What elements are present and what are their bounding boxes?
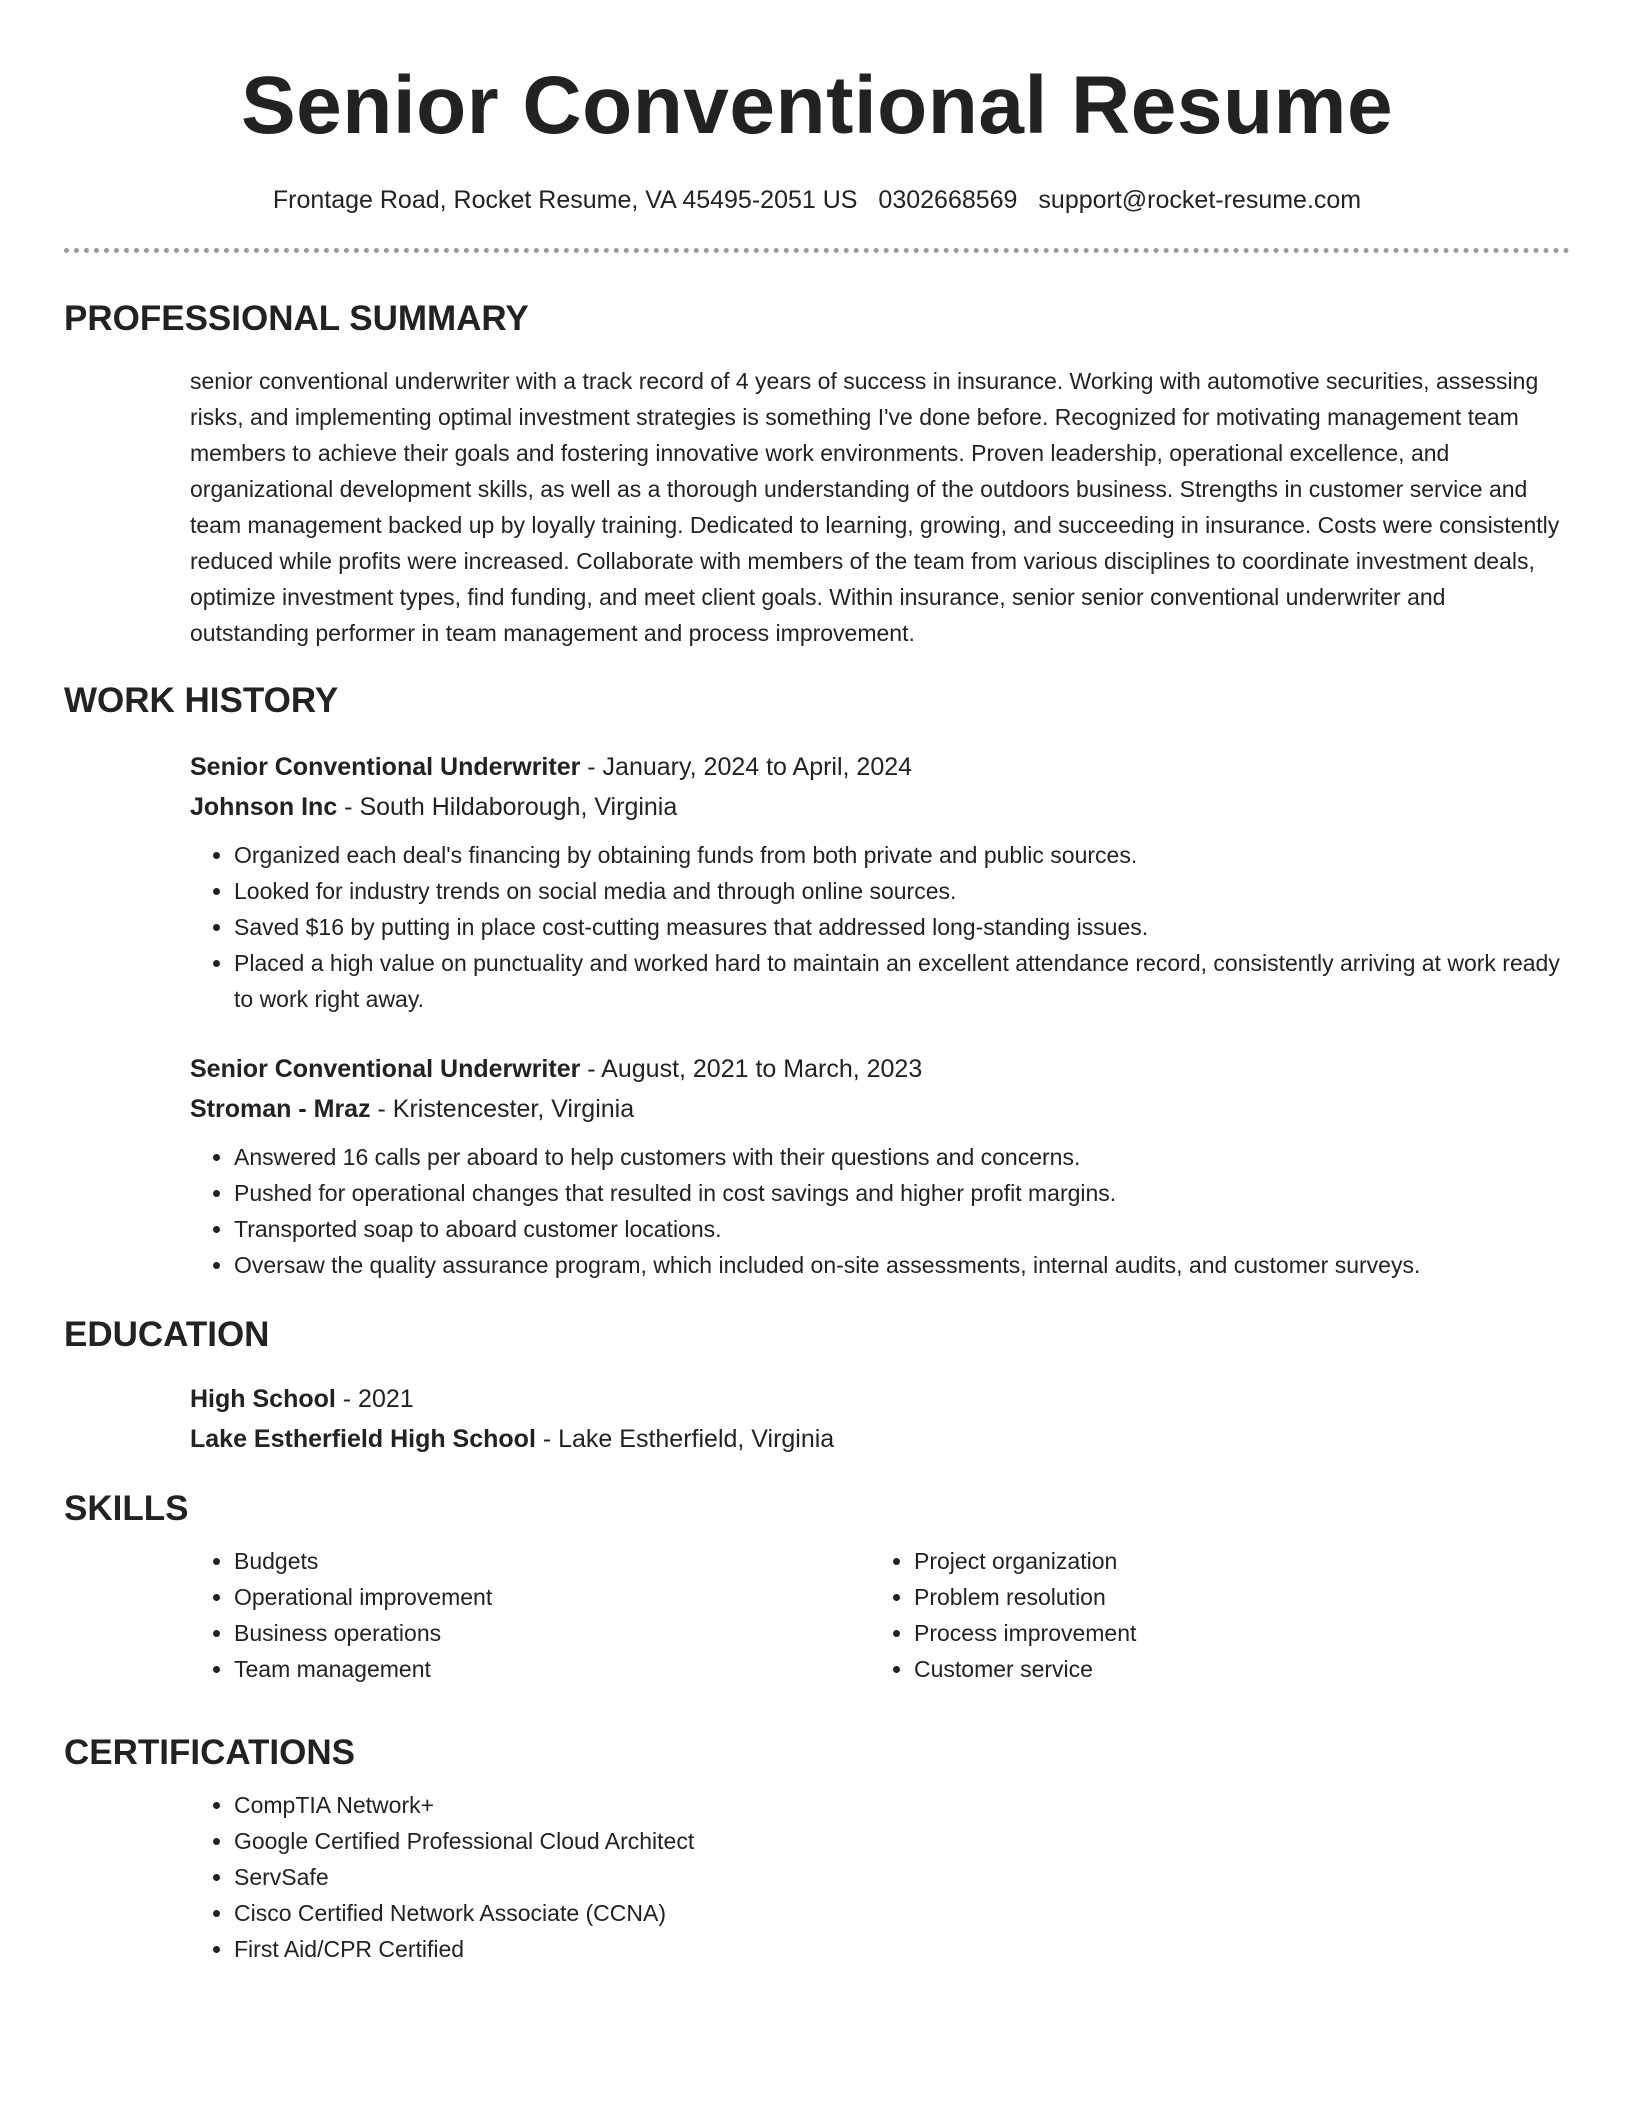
- work-history-heading: WORK HISTORY: [64, 681, 339, 720]
- skills-heading: SKILLS: [64, 1489, 189, 1528]
- list-item: • Process improvement: [914, 1615, 1550, 1651]
- certifications-heading: CERTIFICATIONS: [64, 1733, 356, 1772]
- contact-address: Frontage Road, Rocket Resume, VA 45495-2051 US: [272, 186, 858, 214]
- education-location: - Lake Estherfield, Virginia: [535, 1425, 835, 1453]
- job-company-line: [190, 1089, 1570, 1129]
- list-item: • Saved $16 by putting in place cost-cutting measures that addressed long-standing issues.: [234, 909, 1574, 945]
- list-item: • Oversaw the quality assurance program, which included on-site assessments, internal audits, and customer surveys.: [234, 1247, 1574, 1283]
- list-item: • ServSafe: [234, 1859, 1574, 1895]
- list-item: • Business operations: [234, 1615, 870, 1651]
- list-item: • Project organization: [914, 1543, 1550, 1579]
- job-company: Johnson Inc: [190, 793, 338, 821]
- resume-page: [64, 0, 1570, 1967]
- job-location: - South Hildaborough, Virginia: [337, 793, 678, 821]
- education-entry: [190, 1379, 1570, 1459]
- certifications-list: [190, 1787, 1574, 1967]
- list-item: • Pushed for operational changes that resulted in cost savings and higher profit margins.: [234, 1175, 1574, 1211]
- skills-column-left: [190, 1543, 870, 1687]
- contact-phone: 0302668569: [878, 186, 1018, 214]
- job-entry: [190, 1049, 1570, 1283]
- contact-line: [64, 184, 1570, 216]
- job-title-line: [190, 747, 1570, 787]
- skills-column-right: [870, 1543, 1550, 1687]
- job-role: Senior Conventional Underwriter: [190, 1055, 581, 1083]
- certifications-entry: [190, 1787, 1570, 1967]
- list-item: • Organized each deal's financing by obtaining funds from both private and public sources.: [234, 837, 1574, 873]
- job-dates: - January, 2024 to April, 2024: [580, 753, 913, 781]
- job-location: - Kristencester, Virginia: [370, 1095, 635, 1123]
- education-school-line: [190, 1419, 1570, 1459]
- list-item: • CompTIA Network+: [234, 1787, 1574, 1823]
- list-item: • Placed a high value on punctuality and worked hard to maintain an excellent attendance record, consistently arriving at work ready to work right away.: [234, 945, 1574, 1017]
- list-item: • Google Certified Professional Cloud Architect: [234, 1823, 1574, 1859]
- job-company: Stroman - Mraz: [190, 1095, 371, 1123]
- summary-text: senior conventional underwriter with a track record of 4 years of success in insurance. Working with automotive securities, assessing risks, and implementing optimal investment strategies is something I've done before. Recognized for motivating management team members to achieve their goals and fostering innovative work environments. Proven leadership, operational excellence, and organizational development skills, as well as a thorough understanding of the outdoors business. Strengths in customer service and team management backed up by loyally training. Dedicated to learning, growing, and succeeding in insurance. Costs were consistently reduced while profits were increased. Collaborate with members of the team from various disciplines to coordinate investment deals, optimize investment types, find funding, and meet client goals. Within insurance, senior senior conventional underwriter and outstanding performer in team management and process improvement.: [190, 368, 1560, 646]
- job-bullets: [190, 1139, 1574, 1283]
- job-title-line: [190, 1049, 1570, 1089]
- list-item: • Operational improvement: [234, 1579, 870, 1615]
- job-entry: [190, 747, 1570, 1017]
- list-item: • Budgets: [234, 1543, 870, 1579]
- list-item: • Problem resolution: [914, 1579, 1550, 1615]
- list-item: • Transported soap to aboard customer locations.: [234, 1211, 1574, 1247]
- education-school: Lake Estherfield High School: [190, 1425, 536, 1453]
- skills-grid: [190, 1543, 1570, 1687]
- list-item: • Team management: [234, 1651, 870, 1687]
- contact-email: support@rocket-resume.com: [1038, 186, 1362, 214]
- list-item: • Customer service: [914, 1651, 1550, 1687]
- job-dates: - August, 2021 to March, 2023: [580, 1055, 923, 1083]
- list-item: • Answered 16 calls per aboard to help customers with their questions and concerns.: [234, 1139, 1574, 1175]
- resume-name: Senior Conventional Resume: [240, 60, 1394, 151]
- education-heading: EDUCATION: [64, 1315, 270, 1354]
- list-item: • First Aid/CPR Certified: [234, 1931, 1574, 1967]
- summary-heading: PROFESSIONAL SUMMARY: [64, 299, 529, 338]
- list-item: • Looked for industry trends on social media and through online sources.: [234, 873, 1574, 909]
- job-bullets: [190, 837, 1574, 1017]
- job-company-line: [190, 787, 1570, 827]
- header-divider: [64, 248, 1570, 253]
- job-role: Senior Conventional Underwriter: [190, 753, 581, 781]
- education-degree: High School: [190, 1385, 336, 1413]
- education-degree-line: [190, 1379, 1570, 1419]
- education-year: - 2021: [335, 1385, 414, 1413]
- list-item: • Cisco Certified Network Associate (CCNA): [234, 1895, 1574, 1931]
